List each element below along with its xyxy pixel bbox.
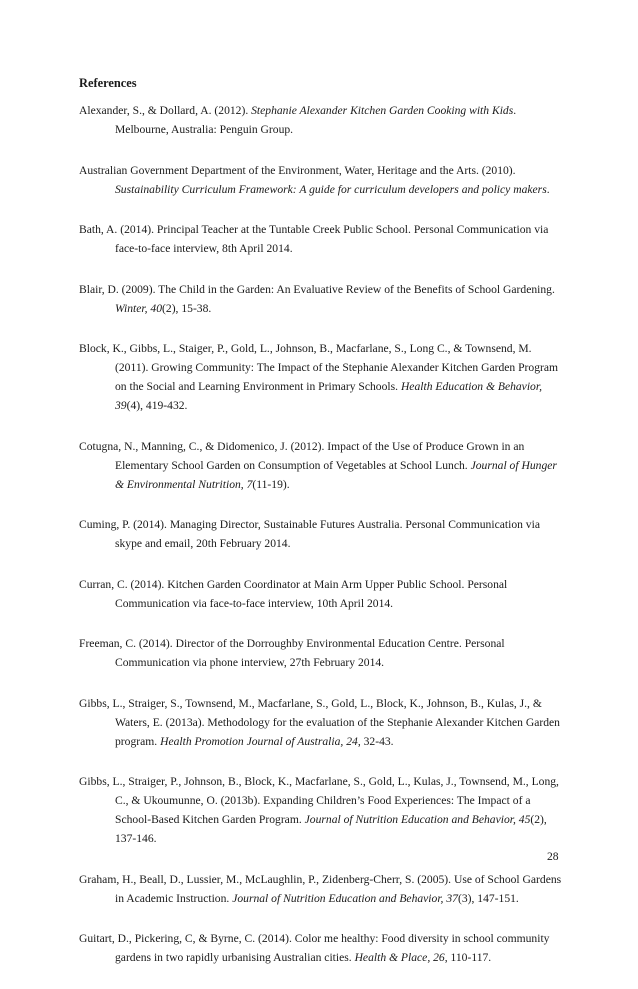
reference-text: Alexander, S., & Dollard, A. (2012).: [79, 104, 252, 117]
reference-tail: , 110-117.: [444, 951, 492, 964]
reference-title: Stephanie Alexander Kitchen Garden Cooking with Kids: [251, 104, 514, 117]
reference-title: Journal of Hunger & Environmental Nutrition, 7: [115, 458, 557, 491]
reference-tail: (4), 419-432.: [126, 399, 188, 412]
reference-text: Gibbs, L., Straiger, S., Townsend, M., Macfarlane, S., Gold, L., Block, K., Johnson, B., Kulas, J., & Waters, E. (2013a). Methodology for the evaluation of the Stephanie Alexander Kitchen Garden program.: [79, 696, 560, 748]
reference-text: Block, K., Gibbs, L., Staiger, P., Gold, L., Johnson, B., Macfarlane, S., Long C., & Townsend, M. (2011). Growing Community: The Impact of the Stephanie Alexander Kitchen Garden Program on the Social and Learning Environment in Primary Schools.: [79, 342, 559, 393]
reference-entry: [79, 280, 564, 318]
reference-title: Winter, 40: [115, 301, 163, 315]
reference-title: Health & Place, 26: [354, 951, 445, 964]
reference-entry: [79, 515, 564, 553]
reference-title: Journal of Nutrition Education and Behavior, 37: [232, 891, 458, 905]
reference-title: Sustainability Curriculum Framework: A guide for curriculum developers and policy makers: [115, 182, 547, 196]
reference-tail: (11-19).: [252, 477, 290, 491]
reference-tail: (2), 137-146.: [115, 813, 547, 845]
reference-entry: [79, 437, 564, 494]
reference-text: Cuming, P. (2014). Managing Director, Sustainable Futures Australia. Personal Communication via skype and email, 20th February 2014.: [79, 518, 540, 550]
reference-text: Blair, D. (2009). The Child in the Garden: An Evaluative Review of the Benefits of School Gardening.: [79, 282, 555, 296]
reference-text: Freeman, C. (2014). Director of the Dorroughby Environmental Education Centre. Personal Communication via phone interview, 27th February 2014.: [79, 637, 505, 669]
reference-tail: . Melbourne, Australia: Penguin Group.: [115, 104, 517, 136]
reference-entry: [79, 339, 564, 415]
reference-text: Bath, A. (2014). Principal Teacher at the Tuntable Creek Public School. Personal Communication via face-to-face interview, 8th April 2014.: [79, 223, 549, 255]
reference-title: Journal of Nutrition Education and Behavior, 45: [304, 813, 531, 826]
reference-list: [79, 101, 564, 989]
reference-entry: [79, 575, 564, 613]
page-heading: References: [79, 76, 137, 90]
reference-entry: [79, 929, 564, 967]
reference-tail: (3), 147-151.: [457, 891, 519, 905]
reference-text: Curran, C. (2014). Kitchen Garden Coordinator at Main Arm Upper Public School. Personal Communication via face-to-face interview, 10th April 2014.: [79, 577, 508, 610]
reference-entry: [79, 101, 564, 139]
reference-entry: [79, 870, 564, 908]
reference-tail: , 32-43.: [357, 734, 394, 748]
reference-text: Guitart, D., Pickering, C, & Byrne, C. (2014). Color me healthy: Food diversity in school community gardens in two rapidly urbanising Australian cities.: [79, 932, 550, 964]
reference-entry: [79, 220, 564, 258]
reference-title: Health Promotion Journal of Australia, 24: [160, 734, 358, 748]
reference-text: Gibbs, L., Straiger, P., Johnson, B., Block, K., Macfarlane, S., Gold, L., Kulas, J., Townsend, M., Long, C., & Ukoumunne, O. (2013b). Expanding Children’s Food Experiences: The Impact of a School-Based Kitchen Garden Program.: [79, 775, 559, 826]
reference-entry: [79, 694, 564, 751]
reference-text: Australian Government Department of the Environment, Water, Heritage and the Arts. (2010).: [79, 163, 516, 177]
reference-entry: [79, 161, 564, 199]
reference-entry: [79, 634, 564, 672]
reference-text: Cotugna, N., Manning, C., & Didomenico, J. (2012). Impact of the Use of Produce Grown in an Elementary School Garden on Consumption of Vegetables at School Lunch.: [79, 439, 525, 472]
reference-text: Graham, H., Beall, D., Lussier, M., McLaughlin, P., Zidenberg-Cherr, S. (2005). Use of School Gardens in Academic Instruction.: [79, 872, 562, 905]
reference-title: Health Education & Behavior, 39: [115, 380, 542, 412]
reference-tail: .: [546, 182, 550, 196]
reference-entry: [79, 772, 564, 848]
page-number: 28: [547, 850, 559, 863]
reference-tail: (2), 15-38.: [162, 301, 212, 315]
